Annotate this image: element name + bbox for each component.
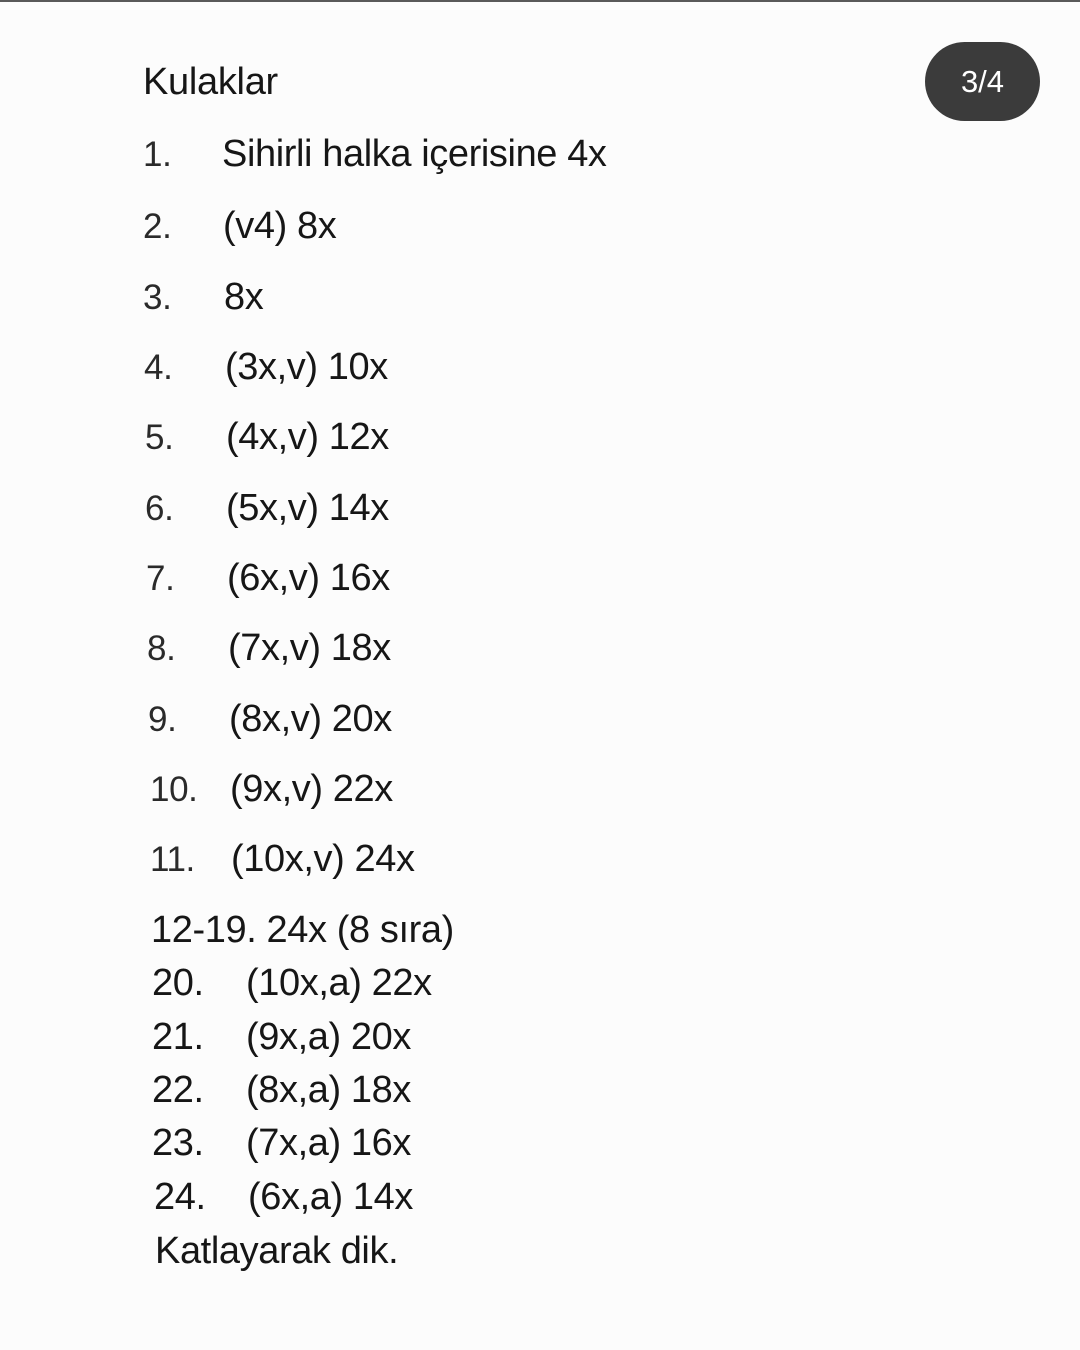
row-text: (9x,v) 22x (230, 768, 393, 810)
row-number: 24. (154, 1176, 206, 1218)
row-text: (10x,a) 22x (246, 962, 432, 1004)
row-number: 4. (144, 348, 173, 387)
row-text: (6x,v) 16x (227, 557, 390, 599)
row-number: 1. (143, 135, 172, 174)
row-text: (7x,a) 16x (246, 1122, 411, 1164)
row-number: 22. (152, 1069, 204, 1111)
row-number: 8. (147, 629, 176, 668)
section-title: Kulaklar (143, 61, 278, 103)
list-item (152, 960, 432, 1006)
top-divider (0, 0, 1080, 2)
row-text: (3x,v) 10x (225, 346, 388, 388)
list-item (154, 1174, 413, 1220)
range-line: 12-19. 24x (8 sıra) (151, 909, 454, 951)
row-number: 23. (152, 1122, 204, 1164)
page-indicator-badge[interactable]: 3/4 (925, 42, 1040, 121)
row-number: 11. (150, 840, 195, 879)
row-number: 9. (148, 700, 177, 739)
row-number: 7. (146, 559, 175, 598)
list-item (152, 1120, 411, 1166)
row-text: (5x,v) 14x (226, 487, 389, 529)
row-number: 20. (152, 962, 204, 1004)
row-text: (10x,v) 24x (231, 838, 415, 880)
row-text: (9x,a) 20x (246, 1016, 411, 1058)
row-text: (8x,a) 18x (246, 1069, 411, 1111)
row-text: 8x (224, 276, 264, 318)
row-number: 21. (152, 1016, 204, 1058)
row-text: (6x,a) 14x (248, 1176, 413, 1218)
row-number: 10. (150, 770, 198, 809)
row-number: 6. (145, 489, 174, 528)
list-item (152, 1067, 411, 1113)
row-number: 3. (143, 278, 172, 317)
final-note: Katlayarak dik. (155, 1230, 399, 1272)
row-number: 5. (145, 418, 174, 457)
row-text: (8x,v) 20x (229, 698, 392, 740)
row-text: Sihirli halka içerisine 4x (222, 133, 607, 175)
list-item (152, 1014, 411, 1060)
row-text: (7x,v) 18x (228, 627, 391, 669)
row-number: 2. (143, 207, 172, 246)
row-text: (4x,v) 12x (226, 416, 389, 458)
row-text: (v4) 8x (223, 205, 337, 247)
